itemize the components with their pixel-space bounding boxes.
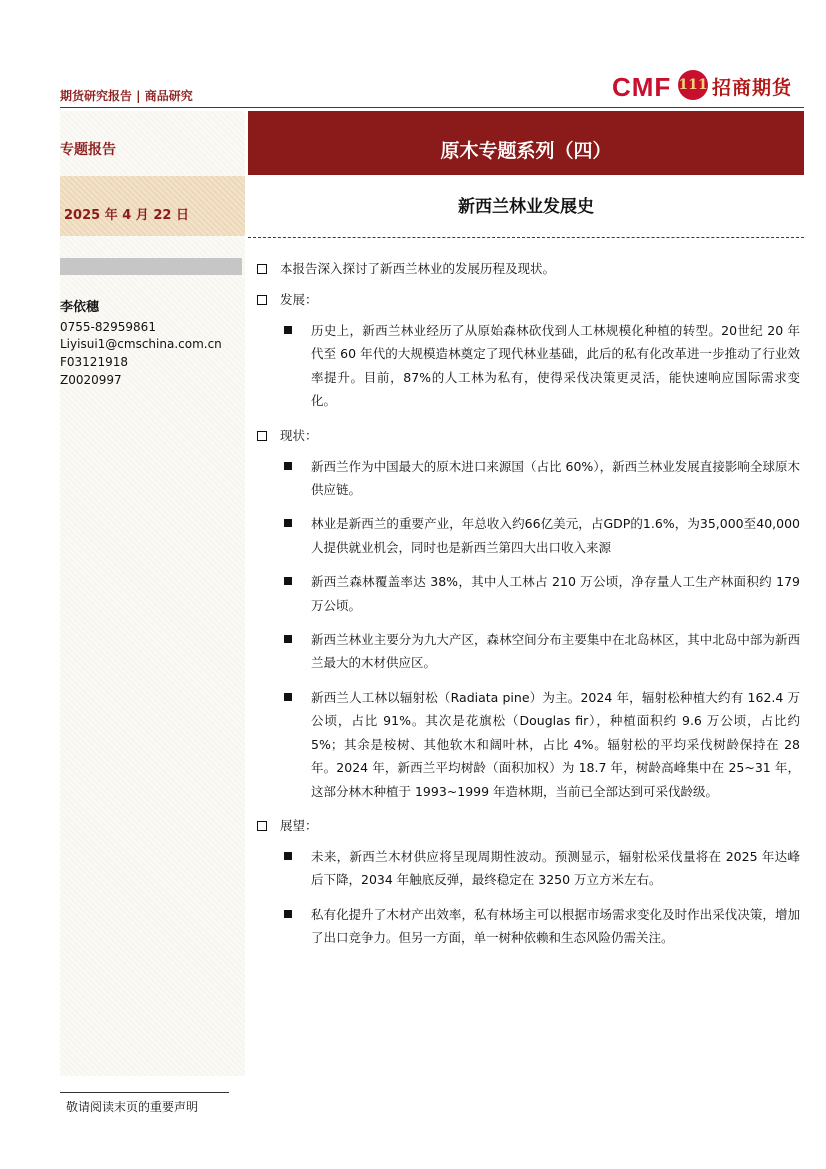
list-item-text: 新西兰人工林以辐射松（Radiata pine）为主。2024 年，辐射松种植大约有 162.4 万公顷，占比 91%。其次是花旗松（Douglas fir），种植面积约 9.6 万公顷，占比约 5%；其余是桉树、其他软木和阔叶林，占比 4%。辐射松的平均采伐树龄保持在 28 年。2024 年，新西兰平均树龄（面积加权）为 18.7 年，树龄高峰集中在 25~31 年，这部分林木种植于 1993~1999 年造林期，当前已全部达到可采伐龄级。 [311, 689, 800, 799]
list-item-text: 林业是新西兰的重要产业，年总收入约66亿美元，占GDP的1.6%，为35,000至40,000 人提供就业机会，同时也是新西兰第四大出口收入来源 [311, 516, 800, 555]
analyst-cert-investment: Z0020997 [60, 373, 122, 387]
report-date: 2025 年 4 月 22 日 [64, 208, 189, 223]
list-item [256, 455, 802, 502]
list-item [256, 570, 802, 617]
hollow-square-bullet-icon [257, 821, 267, 831]
subtitle-divider [248, 237, 804, 238]
report-type: 专题报告 [60, 142, 116, 158]
development-heading: 发展： [280, 292, 318, 307]
header-divider [60, 107, 804, 108]
list-item-text: 新西兰作为中国最大的原木进口来源国（占比 60%），新西兰林业发展直接影响全球原木供应链。 [311, 458, 800, 498]
logo-company-name: 招商期货 [712, 77, 793, 99]
list-item-text: 未来，新西兰木材供应将呈现周期性波动。预测显示，辐射松采伐量将在 2025 年达峰后下降，2034 年触底反弹，最终稳定在 3250 万立方米左右。 [311, 848, 800, 888]
section-heading-development [256, 288, 802, 312]
list-item [256, 512, 802, 559]
list-item [256, 628, 802, 675]
series-title: 原木专题系列（四） [440, 140, 612, 162]
filled-square-bullet-icon [284, 326, 292, 334]
section-heading-status [256, 424, 802, 448]
analyst-cert-futures: F03121918 [60, 355, 128, 369]
filled-square-bullet-icon [284, 693, 292, 701]
list-item [256, 903, 802, 950]
list-item-text: 新西兰森林覆盖率达 38%，其中人工林占 210 万公顷，净存量人工生产林面积约 179 万公顷。 [311, 574, 800, 613]
analyst-email[interactable]: Liyisui1@cmschina.com.cn [60, 337, 222, 351]
analyst-name: 李依穗 [60, 300, 100, 315]
intro-text: 本报告深入探讨了新西兰林业的发展历程及现状。 [280, 261, 556, 276]
hollow-square-bullet-icon [257, 295, 267, 305]
list-item [256, 845, 802, 892]
report-subtitle: 新西兰林业发展史 [458, 197, 594, 217]
footer-disclaimer: 敬请阅读末页的重要声明 [66, 1100, 199, 1114]
filled-square-bullet-icon [284, 519, 292, 527]
filled-square-bullet-icon [284, 462, 292, 470]
analyst-phone: 0755-82959861 [60, 320, 156, 334]
outlook-heading: 展望： [280, 817, 318, 833]
report-category: 期货研究报告 | 商品研究 [60, 89, 193, 103]
list-item [256, 319, 802, 413]
filled-square-bullet-icon [284, 577, 292, 585]
logo-emblem-icon: 111 [678, 70, 708, 100]
list-item-text: 私有化提升了木材产出效率，私有林场主可以根据市场需求变化及时作出采伐决策，增加了出口竞争力。但另一方面，单一树种依赖和生态风险仍需关注。 [311, 906, 800, 946]
filled-square-bullet-icon [284, 910, 292, 918]
list-item-text: 历史上，新西兰林业经历了从原始森林砍伐到人工林规模化种植的转型。20世纪 20 年代至 60 年代的大规模造林奠定了现代林业基础，此后的私有化改革进一步推动了行业效率提升。目前，87%的人工林为私有，使得采伐决策更灵活，能快速响应国际需求变化。 [311, 323, 800, 409]
report-body [256, 257, 802, 961]
analyst-header-bar [60, 258, 242, 275]
filled-square-bullet-icon [284, 635, 292, 643]
filled-square-bullet-icon [284, 852, 292, 860]
section-heading-outlook [256, 814, 802, 838]
footer-divider [60, 1092, 229, 1093]
sidebar-background [60, 111, 245, 1076]
status-heading: 现状： [280, 427, 318, 443]
list-item [256, 686, 802, 803]
hollow-square-bullet-icon [257, 431, 267, 441]
hollow-square-bullet-icon [257, 264, 267, 274]
section-intro [256, 257, 802, 281]
list-item-text: 新西兰林业主要分为九大产区，森林空间分布主要集中在北岛林区，其中北岛中部为新西兰最大的木材供应区。 [311, 632, 800, 671]
logo-cmf-text: CMF [612, 72, 672, 102]
